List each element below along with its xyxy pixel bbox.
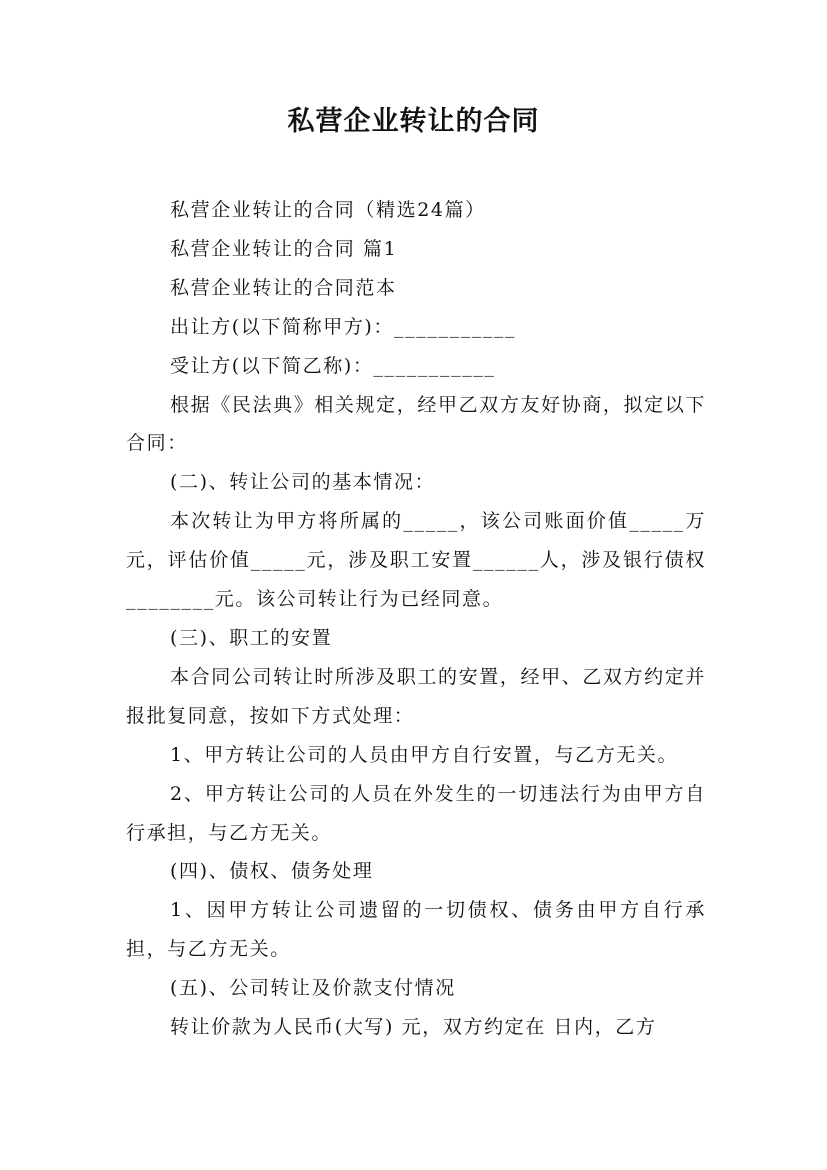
paragraph-payment: 转让价款为人民币(大写) 元，双方约定在 日内，乙方 — [170, 1016, 657, 1039]
document-title: 私营企业转让的合同 — [287, 106, 540, 137]
paragraph-section-heading: 私营企业转让的合同 篇1 — [170, 237, 398, 260]
paragraph-party-a: 出让方(以下简称甲方)：___________ — [170, 315, 517, 338]
paragraph-heading-3: (三)、职工的安置 — [170, 626, 333, 649]
paragraph-debt-item-1: 1、因甲方转让公司遗留的一切债权、债务由甲方自行承担，与乙方无关。 — [126, 899, 706, 961]
paragraph-company-info: 本次转让为甲方将所属的_____，该公司账面价值_____万元，评估价值_____元，涉及职工安置______人，涉及银行债权________元。该公司转让行为已经同意。 — [126, 510, 706, 611]
paragraph-staff-item-1: 1、甲方转让公司的人员由甲方自行安置，与乙方无关。 — [170, 743, 679, 766]
paragraph-staff-item-2: 2、甲方转让公司的人员在外发生的一切违法行为由甲方自行承担，与乙方无关。 — [126, 782, 706, 844]
paragraph-heading-2: (二)、转让公司的基本情况： — [170, 471, 436, 494]
paragraph-preamble: 根据《民法典》相关规定，经甲乙双方友好协商，拟定以下合同： — [126, 393, 706, 455]
paragraph-template-title: 私营企业转让的合同范本 — [170, 276, 397, 299]
paragraph-party-b: 受让方(以下简乙称)：___________ — [170, 354, 496, 377]
paragraph-subtitle: 私营企业转让的合同（精选24篇） — [170, 199, 486, 221]
paragraph-heading-5: (五)、公司转让及价款支付情况 — [170, 977, 456, 1000]
paragraph-heading-4: (四)、债权、债务处理 — [170, 860, 374, 883]
document-body — [126, 191, 706, 1047]
paragraph-staff-placement: 本合同公司转让时所涉及职工的安置，经甲、乙双方约定并报批复同意，按如下方式处理： — [126, 665, 706, 727]
